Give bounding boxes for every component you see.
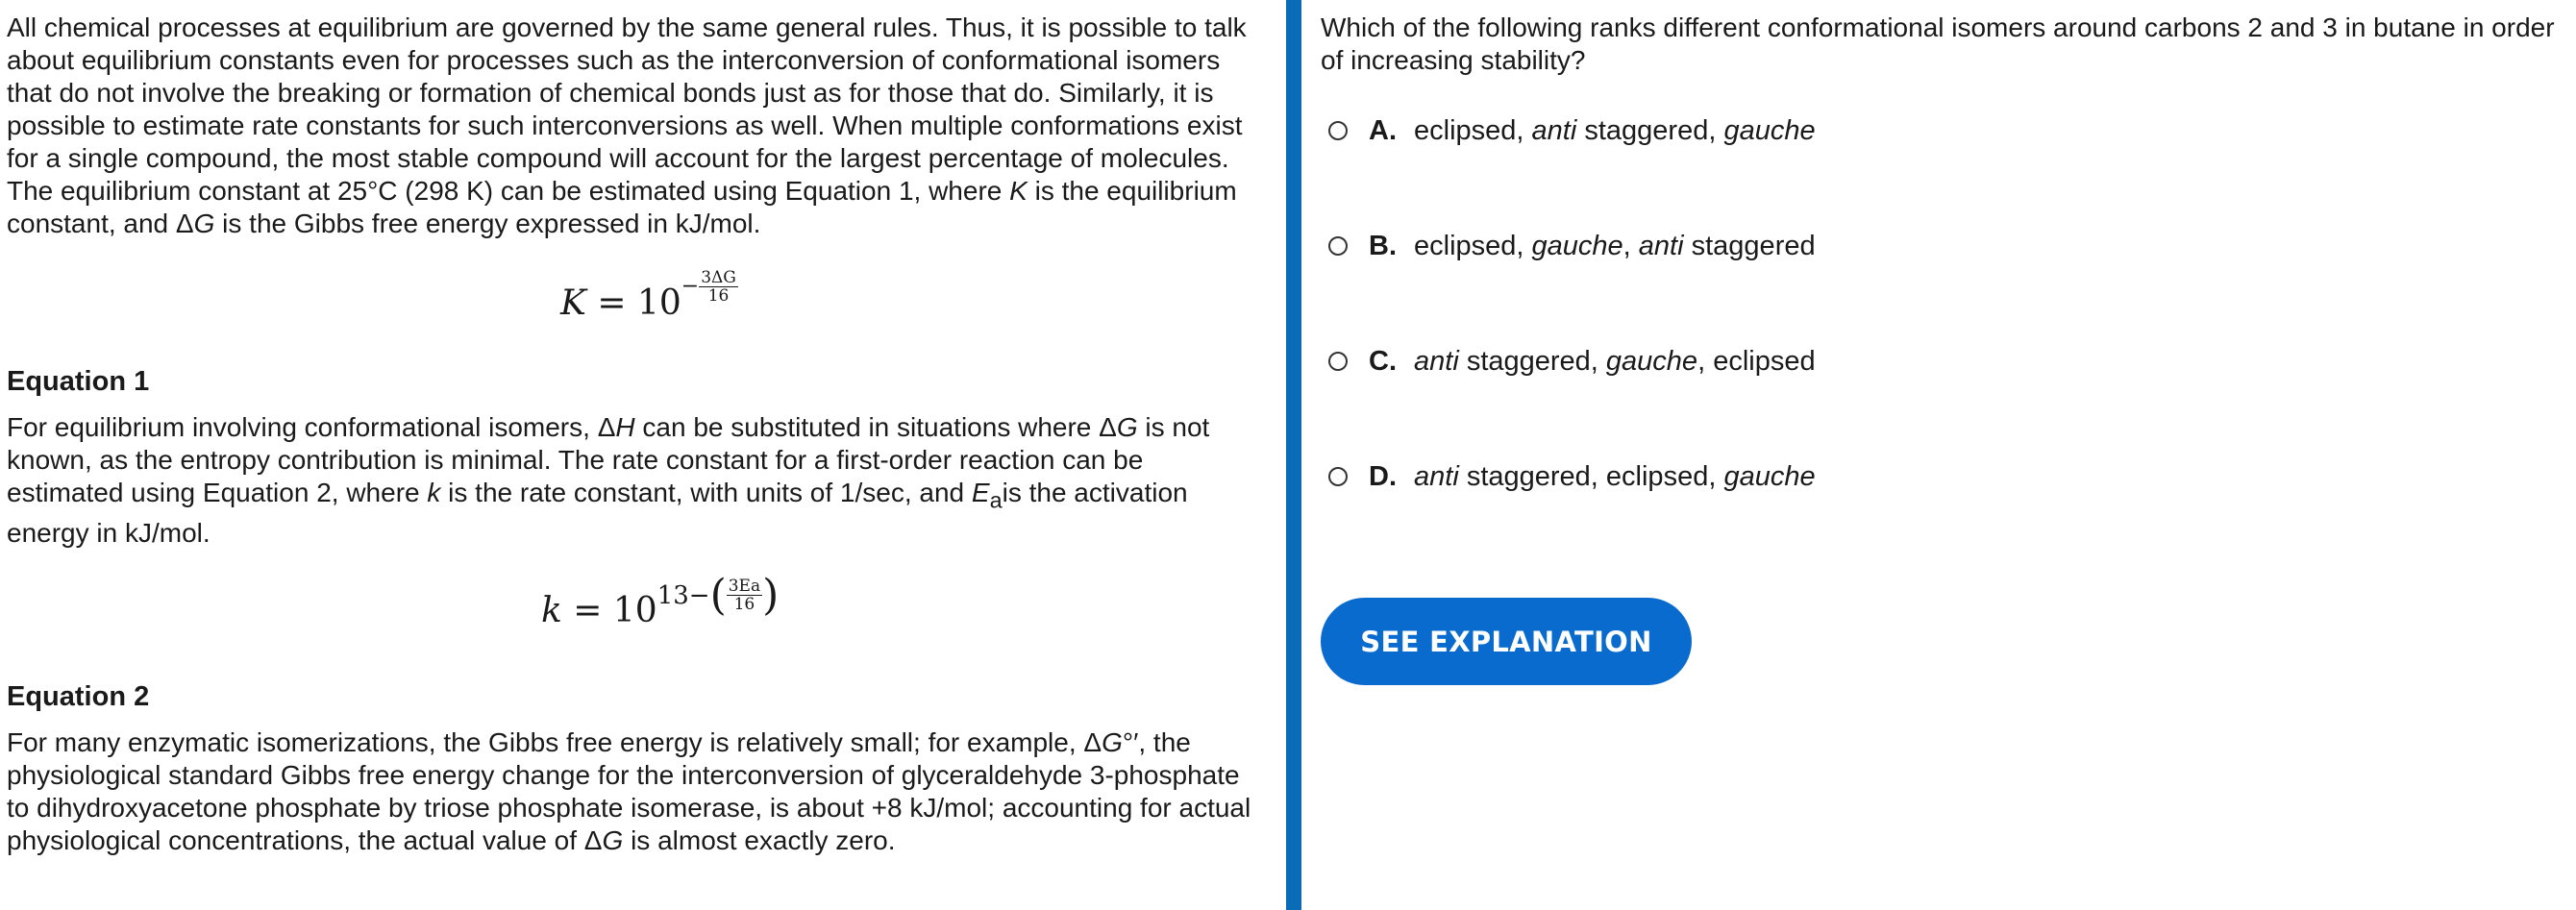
answer-options <box>1321 108 2570 500</box>
passage-paragraph-2: For equilibrium involving conformational isomers, ΔH can be substituted in situations where ΔG is not known, as the entropy contribution is minimal. The rate constant for a first-order reaction can be estimated using Equation 2, where k is the rate constant, with units of 1/sec, and $E_ais$ the activation energy in kJ/mol. <box>7 412 1210 548</box>
question-stem: Which of the following ranks different conformational isomers around carbons 2 and 3 in butane in order of increasing stability? <box>1321 12 2555 75</box>
answer-option-b[interactable] <box>1321 223 2570 269</box>
option-text: anti staggered, eclipsed, gauche <box>1414 460 1816 492</box>
radio-button-icon[interactable] <box>1328 467 1348 486</box>
equation-1: K = 10− $\frac{3\Delta G}{16}$ <box>560 268 736 323</box>
passage-pane <box>0 0 1284 910</box>
option-letter: C. <box>1369 345 1397 377</box>
option-letter: B. <box>1369 230 1397 261</box>
answer-option-c[interactable] <box>1321 338 2570 384</box>
radio-button-icon[interactable] <box>1328 236 1348 256</box>
equation-1-label: Equation 1 <box>7 366 150 397</box>
option-letter: D. <box>1369 460 1397 492</box>
radio-button-icon[interactable] <box>1328 121 1348 140</box>
equation-2: k = 1013−( $\frac{3Ea}{16}$ ) <box>541 570 780 630</box>
pane-divider[interactable] <box>1286 0 1301 910</box>
option-text: eclipsed, anti staggered, gauche <box>1414 114 1816 146</box>
answer-option-a[interactable] <box>1321 108 2570 154</box>
see-explanation-button[interactable]: SEE EXPLANATION <box>1321 598 1692 685</box>
equation-2-label: Equation 2 <box>7 680 150 712</box>
radio-button-icon[interactable] <box>1328 352 1348 371</box>
passage-paragraph-3: For many enzymatic isomerizations, the Gibbs free energy is relatively small; for example, ΔG°′, the physiological standard Gibbs free energy change for the interconversion of glyceraldehyde 3-phosphate to dihydroxyacetone phosphate by triose phosphate isomerase, is about +8 kJ/mol; accounting for actual physiological concentrations, the actual value of ΔG is almost exactly zero. <box>7 726 1251 855</box>
passage-paragraph-1: All chemical processes at equilibrium are governed by the same general rules. Thus, it is possible to talk about equilibrium constants even for processes such as the interconversion of conformational isomers that do not involve the breaking or formation of chemical bonds just as for those that do. Similarly, it is possible to estimate rate constants for such interconversions as well. When multiple conformations exist for a single compound, the most stable compound will account for the largest percentage of molecules. The equilibrium constant at 25°C (298 K) can be estimated using Equation 1, where K is the equilibrium constant, and ΔG is the Gibbs free energy expressed in kJ/mol. <box>7 12 1247 238</box>
option-letter: A. <box>1369 114 1397 146</box>
answer-option-d[interactable] <box>1321 454 2570 500</box>
option-text: anti staggered, gauche, eclipsed <box>1414 345 1816 377</box>
option-text: eclipsed, gauche, anti staggered <box>1414 230 1816 261</box>
question-pane <box>1321 0 2570 910</box>
